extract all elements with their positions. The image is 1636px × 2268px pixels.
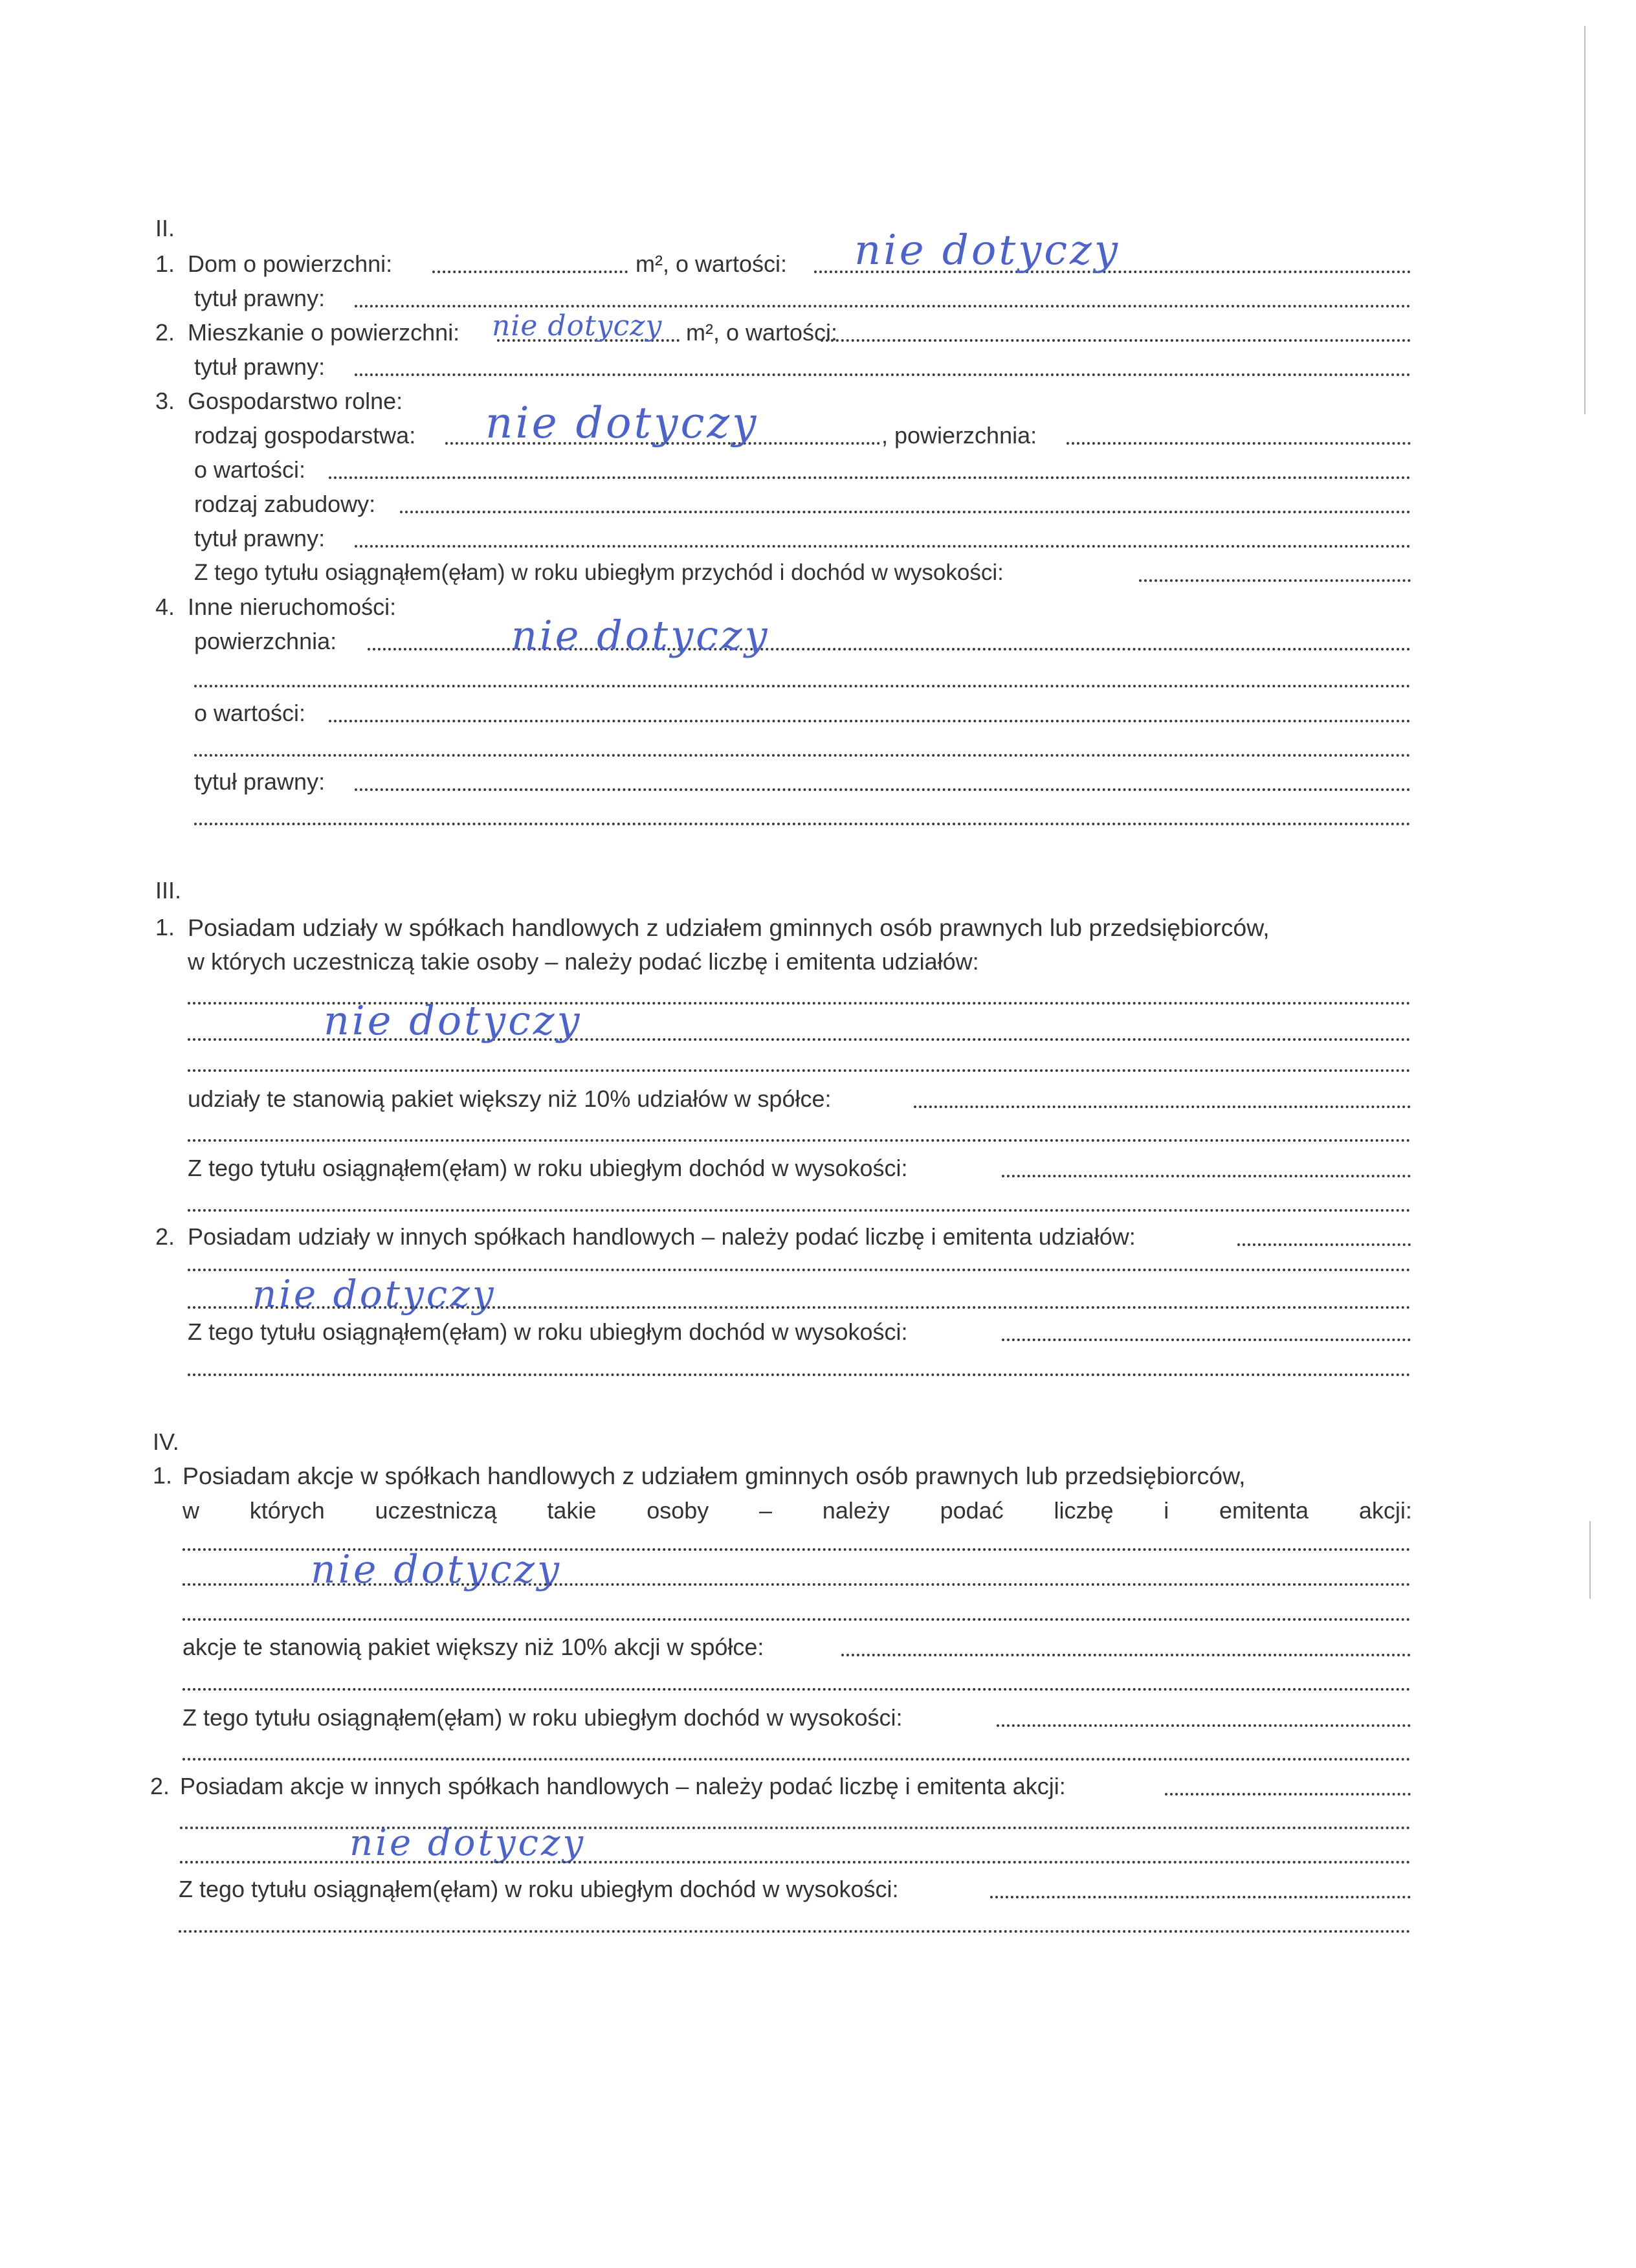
other-shares-field: [1237, 1243, 1411, 1246]
scan-edge-line: [1584, 26, 1586, 414]
handwritten-note: nie dotyczy: [311, 1547, 562, 1592]
farm-type-label: rodzaj gospodarstwa:: [194, 422, 416, 449]
farm-area-label: , powierzchnia:: [881, 422, 1037, 449]
flat-value-field: [821, 339, 1411, 342]
stocks-field-2: [182, 1583, 1411, 1586]
other-stocks-field-3: [180, 1861, 1411, 1863]
other-shares-income-label: Z tego tytułu osiągnąłem(ęłam) w roku ubiegłym dochód w wysokości:: [188, 1318, 908, 1345]
shares-question-line2: w których uczestniczą takie osoby – należy podać liczbę i emitenta udziałów:: [188, 948, 979, 975]
house-value-label: m², o wartości:: [636, 250, 788, 277]
stocks-question-line2: [182, 1499, 1412, 1522]
flat-value-label: m², o wartości:: [686, 319, 838, 346]
stocks-income-field: [997, 1724, 1411, 1727]
other-title-field: [355, 788, 1411, 791]
farm-income-field: [1139, 579, 1411, 582]
flat-title-field: [355, 373, 1411, 376]
other-stocks-income-field: [990, 1896, 1411, 1898]
item-number: 2.: [155, 1223, 175, 1250]
stocks-field-3: [182, 1618, 1411, 1621]
other-shares-field-2: [188, 1269, 1411, 1271]
word: osoby: [647, 1497, 709, 1524]
word: podać: [940, 1497, 1004, 1524]
farm-title-field: [355, 545, 1411, 548]
other-value-label: o wartości:: [194, 700, 306, 726]
farm-area-field: [1067, 442, 1411, 445]
handwritten-note: nie dotyczy: [485, 398, 759, 448]
flat-area-label: Mieszkanie o powierzchni:: [188, 319, 460, 346]
other-shares-field-3: [188, 1306, 1411, 1309]
house-area-field: [432, 271, 628, 273]
word: uczestniczą: [375, 1497, 497, 1524]
other-stocks-field: [1165, 1793, 1411, 1796]
flat-title-label: tytuł prawny:: [194, 353, 326, 380]
section-heading-iii: III.: [155, 877, 182, 904]
farm-value-field: [329, 476, 1411, 479]
word: w: [182, 1497, 199, 1524]
other-property-label: Inne nieruchomości:: [188, 594, 397, 620]
farm-title-label: tytuł prawny:: [194, 525, 326, 551]
farm-buildings-label: rodzaj zabudowy:: [194, 491, 376, 517]
handwritten-note: nie dotyczy: [854, 227, 1120, 274]
shares-package-field: [914, 1106, 1411, 1108]
section-heading-ii: II.: [155, 215, 175, 241]
other-title-field-2: [194, 823, 1411, 825]
word: –: [759, 1497, 773, 1524]
stocks-question-line1: Posiadam akcje w spółkach handlowych z udziałem gminnych osób prawnych lub przedsiębiorców,: [182, 1462, 1246, 1489]
farm-buildings-field: [400, 511, 1411, 513]
farm-label: Gospodarstwo rolne:: [188, 388, 403, 414]
stocks-income-label: Z tego tytułu osiągnąłem(ęłam) w roku ubiegłym dochód w wysokości:: [182, 1704, 903, 1731]
stocks-package-field: [841, 1654, 1411, 1656]
word: akcji:: [1358, 1497, 1412, 1524]
other-shares-income-field-2: [188, 1373, 1411, 1376]
item-number: 1.: [155, 250, 175, 277]
item-number: 2.: [150, 1773, 170, 1799]
farm-income-label: Z tego tytułu osiągnąłem(ęłam) w roku ubiegłym przychód i dochód w wysokości:: [194, 560, 1004, 585]
word: takie: [547, 1497, 597, 1524]
handwritten-note: nie dotyczy: [492, 309, 663, 342]
shares-package-field-2: [188, 1139, 1411, 1142]
handwritten-note: nie dotyczy: [349, 1822, 586, 1864]
item-number: 1.: [153, 1462, 173, 1489]
other-stocks-income-field-2: [179, 1930, 1411, 1933]
other-shares-income-field: [1002, 1339, 1411, 1341]
shares-income-field-2: [188, 1209, 1411, 1212]
house-title-label: tytuł prawny:: [194, 285, 326, 311]
handwritten-note: nie dotyczy: [511, 612, 770, 659]
item-number: 3.: [155, 388, 175, 414]
other-title-label: tytuł prawny:: [194, 768, 326, 795]
other-shares-question: Posiadam udziały w innych spółkach handlowych – należy podać liczbę i emitenta udziałów:: [188, 1223, 1136, 1250]
word: liczbę: [1054, 1497, 1114, 1524]
other-area-field-2: [194, 685, 1411, 687]
stocks-package-field-2: [182, 1688, 1411, 1691]
shares-field-3: [188, 1069, 1411, 1072]
scan-edge-line: [1589, 1521, 1591, 1599]
word: emitenta: [1219, 1497, 1309, 1524]
shares-income-label: Z tego tytułu osiągnąłem(ęłam) w roku ubiegłym dochód w wysokości:: [188, 1155, 908, 1181]
other-stocks-income-label: Z tego tytułu osiągnąłem(ęłam) w roku ubiegłym dochód w wysokości:: [179, 1876, 899, 1902]
other-stocks-question: Posiadam akcje w innych spółkach handlowych – należy podać liczbę i emitenta akcji:: [180, 1773, 1066, 1799]
farm-value-label: o wartości:: [194, 456, 306, 483]
word: i: [1164, 1497, 1169, 1524]
other-area-label: powierzchnia:: [194, 628, 337, 654]
stocks-income-field-2: [182, 1758, 1411, 1761]
handwritten-note: nie dotyczy: [252, 1272, 496, 1316]
item-number: 2.: [155, 319, 175, 346]
other-value-field-2: [194, 754, 1411, 757]
handwritten-note: nie dotyczy: [324, 997, 582, 1044]
shares-income-field: [1002, 1175, 1411, 1177]
word: których: [249, 1497, 325, 1524]
stocks-package-label: akcje te stanowią pakiet większy niż 10% akcji w spółce:: [182, 1634, 764, 1660]
house-area-label: Dom o powierzchni:: [188, 250, 393, 277]
item-number: 4.: [155, 594, 175, 620]
house-title-field: [355, 305, 1411, 307]
shares-package-label: udziały te stanowią pakiet większy niż 10% udziałów w spółce:: [188, 1085, 832, 1112]
section-heading-iv: IV.: [153, 1429, 179, 1455]
word: należy: [822, 1497, 890, 1524]
item-number: 1.: [155, 914, 175, 940]
shares-question-line1: Posiadam udziały w spółkach handlowych z udziałem gminnych osób prawnych lub przedsiębiorców,: [188, 914, 1270, 941]
other-value-field: [329, 720, 1411, 722]
